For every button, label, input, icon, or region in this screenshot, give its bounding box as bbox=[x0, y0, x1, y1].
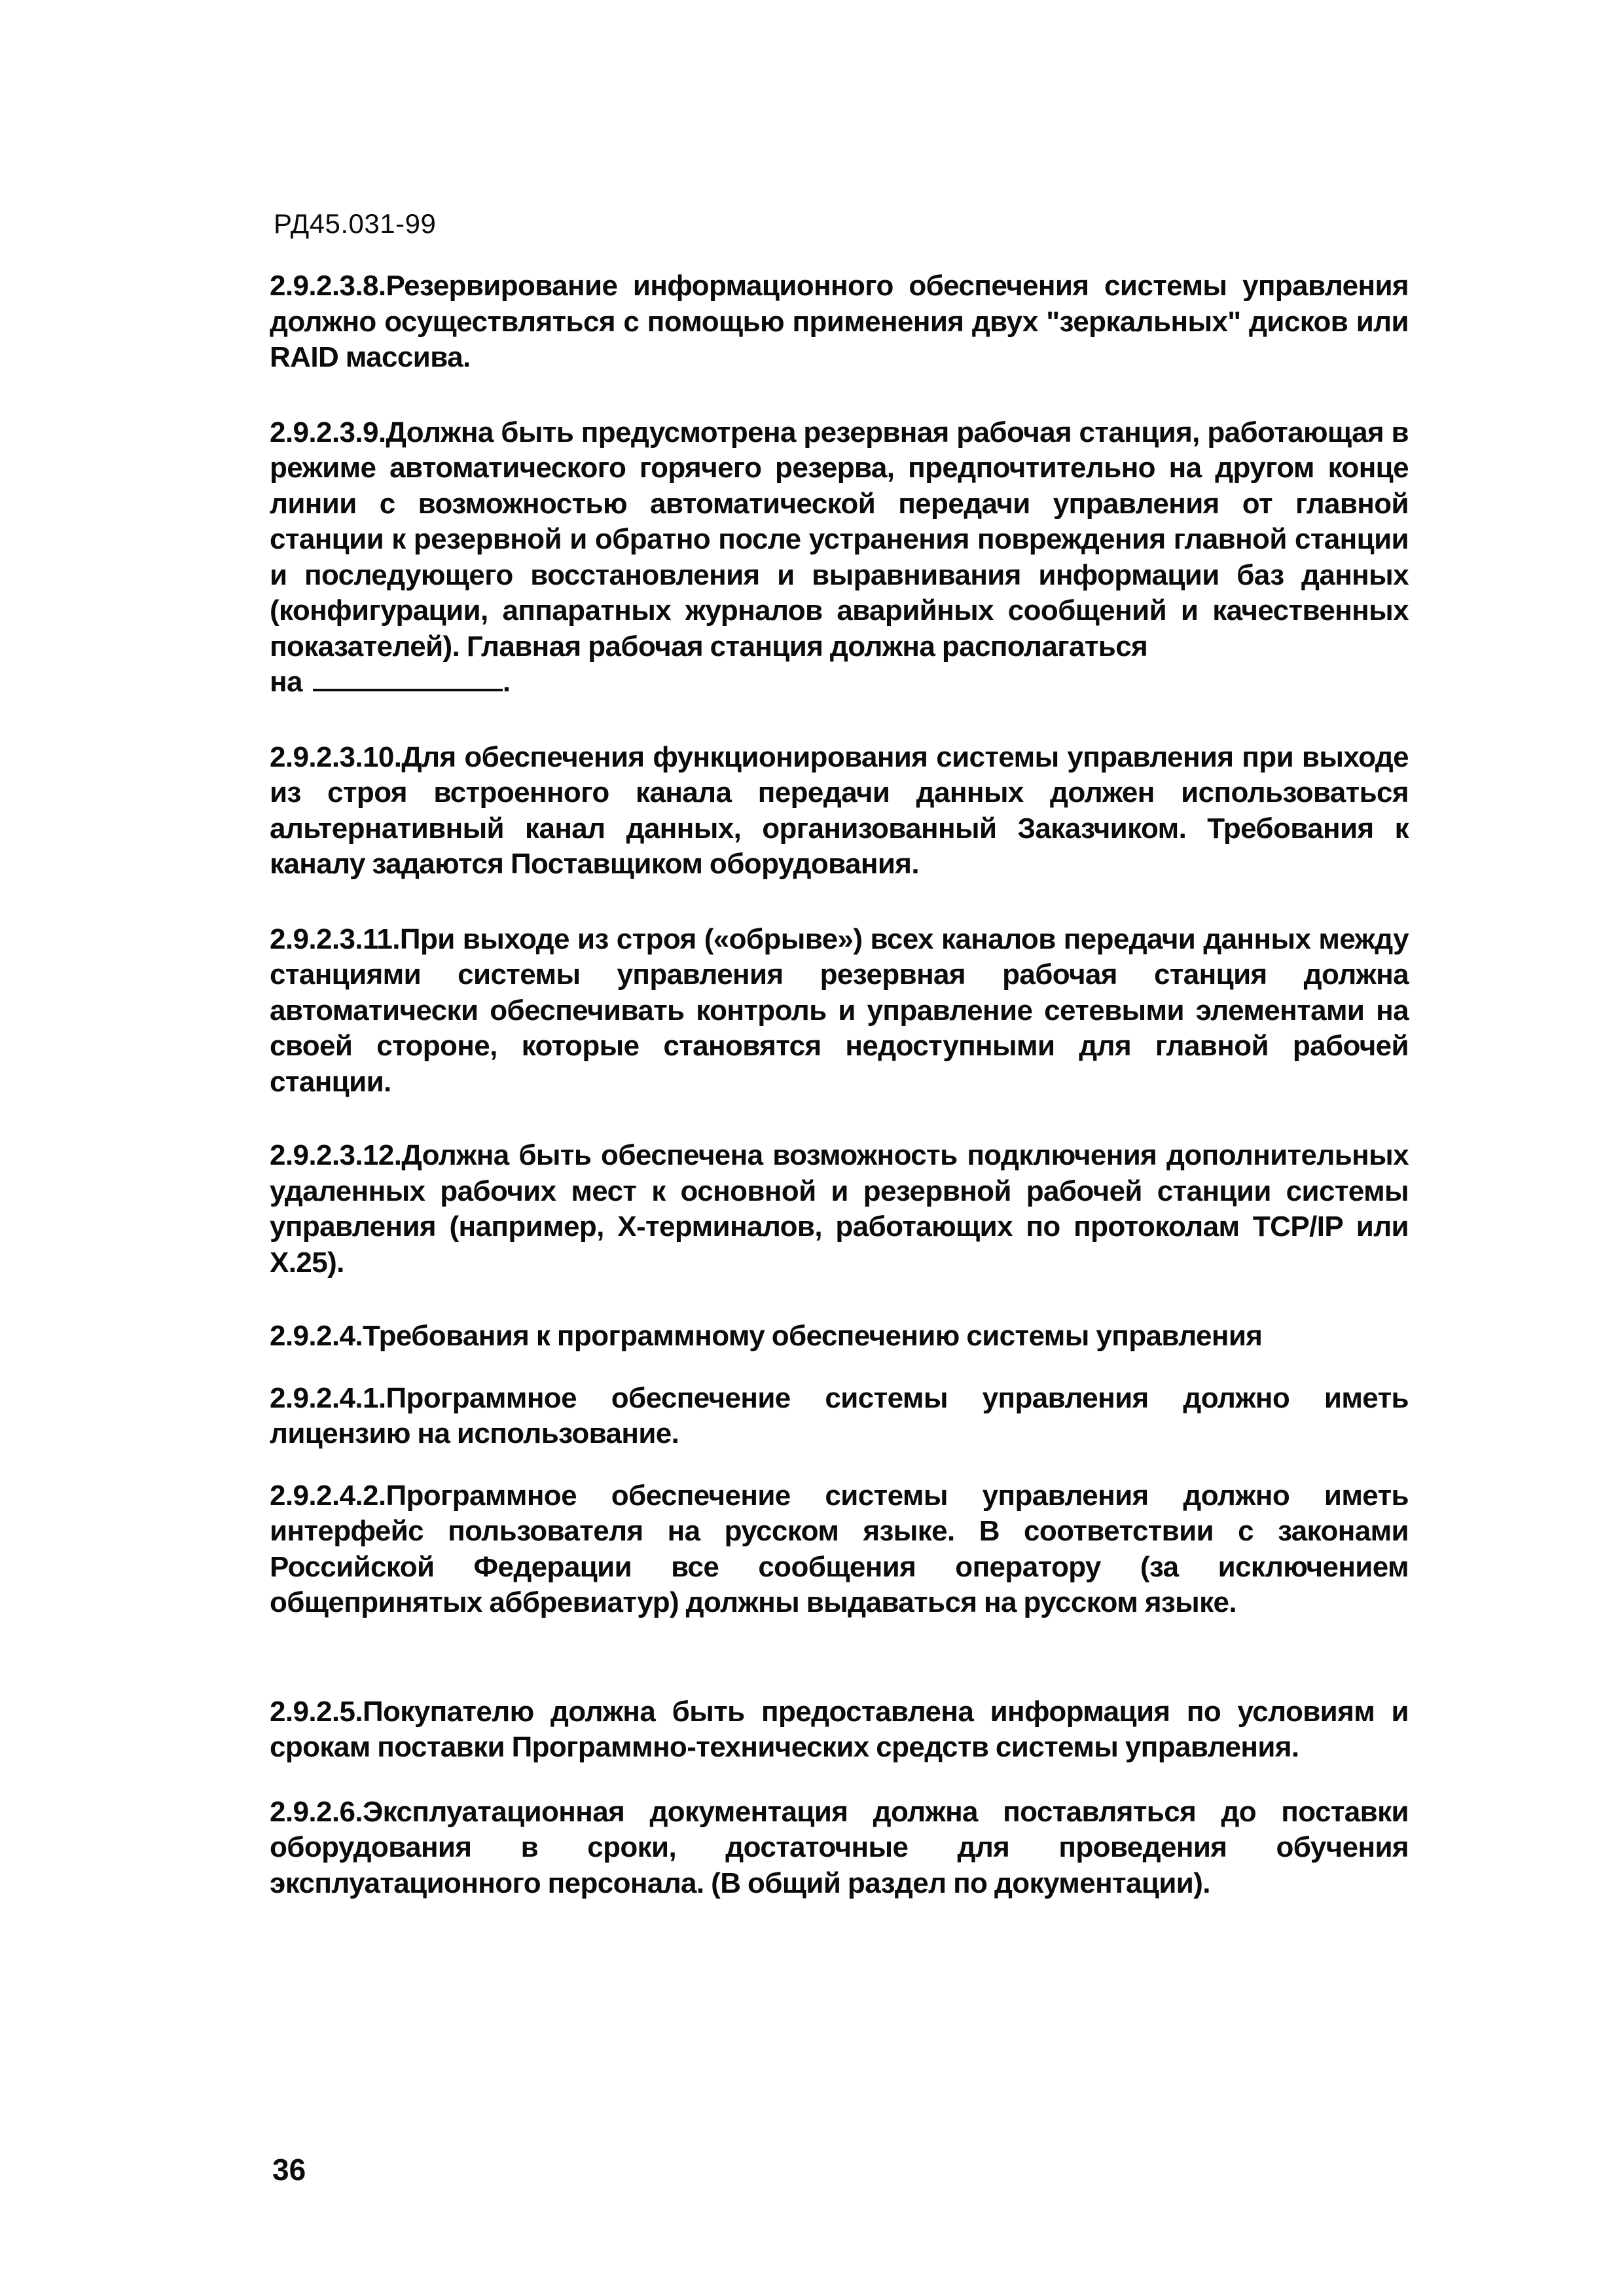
tail-end-mark: . bbox=[502, 666, 511, 698]
paragraph-2-9-2-3-9-tail bbox=[270, 665, 1409, 701]
tail-word: на bbox=[270, 666, 302, 698]
paragraph-2-9-2-3-12: 2.9.2.3.12.Должна быть обеспечена возможность подключения дополнительных удаленных рабочих мест к основной и резервной рабочей станции системы управления (например, X-терминалов, работающих по протоколам TCP/IP или X.25). bbox=[270, 1139, 1409, 1279]
paragraph-2-9-2-4-2: 2.9.2.4.2.Программное обеспечение системы управления должно иметь интерфейс пользователя на русском языке. В соответствии с законами Российской Федерации все сообщения оператору (за исключением общепринятых аббревиатур) должны выдаваться на русском языке. bbox=[270, 1479, 1409, 1618]
paragraph-2-9-2-4: 2.9.2.4.Требования к программному обеспечению системы управления bbox=[270, 1320, 1263, 1352]
paragraph-2-9-2-5: 2.9.2.5.Покупателю должна быть предоставлена информация по условиям и срокам поставки Программно-технических средств системы управления. bbox=[270, 1695, 1409, 1763]
paragraph-2-9-2-6: 2.9.2.6.Эксплуатационная документация должна поставляться до поставки оборудования в сроки, достаточные для проведения обучения эксплуатационного персонала. (В общий раздел по документации). bbox=[270, 1795, 1409, 1899]
paragraph-2-9-2-3-10: 2.9.2.3.10.Для обеспечения функционирования системы управления при выходе из строя встроенного канала передачи данных должен использоваться альтернативный канал данных, организованный Заказчиком. Требования к каналу задаются Поставщиком оборудования. bbox=[270, 740, 1409, 880]
fill-in-blank bbox=[313, 666, 503, 691]
document-code: РД45.031-99 bbox=[274, 208, 437, 239]
paragraph-2-9-2-3-11: 2.9.2.3.11.При выходе из строя («обрыве») всех каналов передачи данных между станциями системы управления резервная рабочая станция должна автоматически обеспечивать контроль и управление сетевыми элементами на своей стороне, которые становятся недоступными для главной рабочей станции. bbox=[270, 922, 1409, 1098]
paragraph-2-9-2-4-1: 2.9.2.4.1.Программное обеспечение системы управления должно иметь лицензию на использование. bbox=[270, 1381, 1409, 1449]
document-body bbox=[270, 268, 1409, 1901]
paragraph-2-9-2-3-9 bbox=[270, 415, 1409, 701]
page-number: 36 bbox=[272, 2153, 306, 2187]
paragraph-2-9-2-3-8: 2.9.2.3.8.Резервирование информационного обеспечения системы управления должно осуществляться с помощью применения двух "зеркальных" дисков или RAID массива. bbox=[270, 270, 1409, 373]
paragraph-2-9-2-3-9-text: 2.9.2.3.9.Должна быть предусмотрена резервная рабочая станция, работающая в режиме автоматического горячего резерва, предпочтительно на другом конце линии с возможностью автоматической передачи управления от главной станции к резервной и обратно после устранения повреждения главной станции и последующего восстановления и выравнивания информации баз данных (конфигурации, аппаратных журналов аварийных сообщений и качественных показателей). Главная рабочая станция должна располагаться bbox=[270, 416, 1409, 663]
